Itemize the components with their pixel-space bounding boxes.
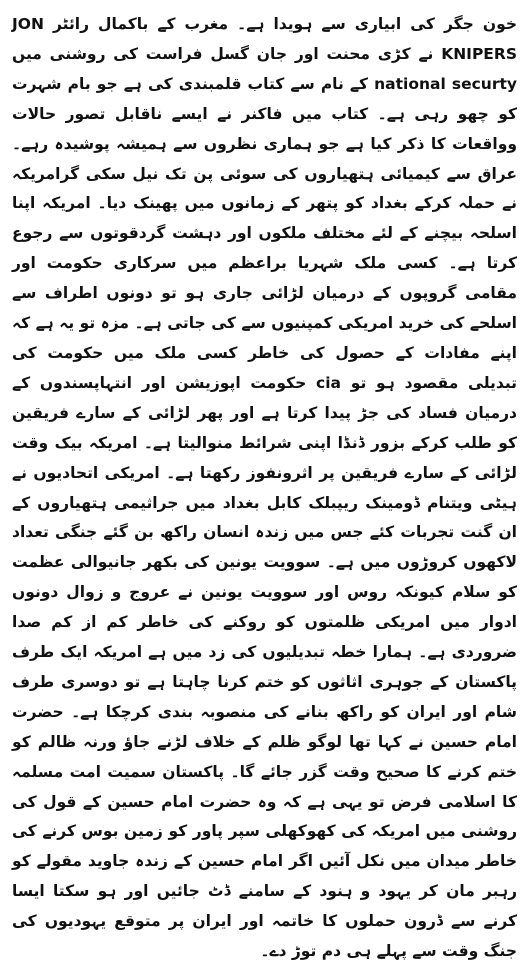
article-body: خون جگر کی ابیاری سے ہویدا ہے۔ مغرب کے باکمال رائٹر JON KNIPERS نے کڑی محنت اور جان گسل فراست کی روشنی میں national securty کے نام سے کتاب قلمبندی کی ہے جو بام شہرت کو چھو رہی ہے۔ کتاب میں فاکنر نے ایسے ناقابل تصور حالات وواقعات کا ذکر کیا ہے جو ہماری نظروں سے ہمیشہ پوشیدہ رہے۔ عراق سے کیمیائی ہتھیاروں کی سوئی پن تک نیل سکی گرامریکہ نے حملہ کرکے بغداد کو پتھر کے زمانوں میں پھینک دیا۔ امریکہ اپنا اسلحہ بیچنے کے لئے مختلف ملکوں اور دہشت گردقوتوں سے رجوع کرتا ہے۔ کسی ملک شہریا براعظم میں سرکاری حکومت اور مقامی گروپوں کے درمیان لڑائی جاری ہو تو دونوں اطراف سے اسلحے کی خرید امریکی کمپنیوں سے کی جاتی ہے۔ مزہ تو یہ ہے کہ اپنے مفادات کے حصول کی خاطر کسی ملک میں حکومت کی تبدیلی مقصود ہو تو cia حکومت اپوزیشن اور انتہاپسندوں کے درمیان فساد کی جڑ پیدا کرتا ہے اور پھر لڑائی کے سارے فریقین کو طلب کرکے بزور ڈنڈا اپنی شرائط منوالیتا ہے۔ امریکہ بیک وقت لڑائی کے سارے فریقین پر اثرونفوز رکھتا ہے۔ امریکی اتحادیوں نے ہیٹی ویتنام ڈومینک ریپبلک کابل بغداد میں جراثیمی ہتھیاروں کے ان گنت تجربات کئے جس میں زندہ انسان راکھ بن گئے جنگی تعداد لاکھوں کروڑوں میں ہے۔ سوویت یونین کی بکھر جانیوالی عظمت کو سلام کیونکہ روس اور سوویت یونین نے عروج و زوال دونوں ادوار میں امریکی ظلمتوں کو روکنے کی خاطر کم از کم صدا ضروردی ہے۔ ہمارا خطہ تبدیلیوں کی زد میں ہے امریکہ ایک طرف پاکستان کے جوہری اثاثوں کو ختم کرنا چاہتا ہے تو دوسری طرف شام اور ایران کو راکھ بنانے کی منصوبہ بندی کرچکا ہے۔ حضرت امام حسین نے کہا تھا لوگو ظلم کے خلاف لڑنے جاؤ ورنہ ظالم کو ختم کرنے کا صحیح وقت گزر جائے گا۔ پاکستان سمیت امت مسلمہ کا اسلامی فرض تو یہی ہے کہ وہ حضرت امام حسین کے قول کی روشنی میں امریکہ کی کھوکھلی سپر پاور کو زمین بوس کرنے کی خاطر میدان میں نکل آئیں اگر امام حسین کے زندہ جاوید مقولے کو رہبر مان کر یہود و ہنود کے سامنے ڈٹ جائیں اور ہو سکتا ایسا کرنے سے ڈرون حملوں کا خاتمہ اور ایران پر متوقع یہودیوں کی جنگ وقت سے پہلے ہی دم توڑ دے۔ [12,15,517,961]
